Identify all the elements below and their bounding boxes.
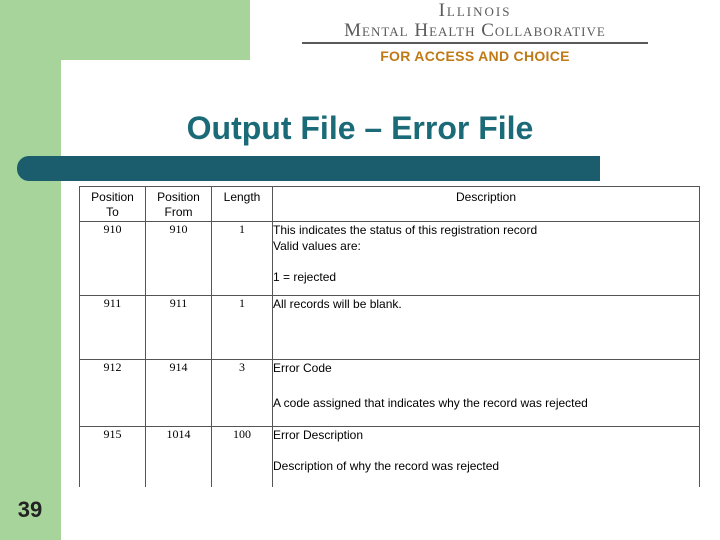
cell-position-to: 910 [80, 222, 146, 296]
description-line: Error Description [273, 428, 364, 442]
header-description [273, 187, 700, 222]
cell-description [273, 296, 700, 360]
logo-tagline: FOR ACCESS AND CHOICE [380, 48, 570, 64]
cell-position-from: 911 [146, 296, 212, 360]
header-position-from-line2: From [164, 205, 193, 219]
description-line: Error Code [273, 361, 332, 375]
header-position-to-line1: Position [91, 190, 134, 204]
header-length-label: Length [223, 190, 261, 204]
logo-org-name: Mental Health Collaborative [344, 20, 606, 41]
header-position-from [146, 187, 212, 222]
collaborative-logo [300, 0, 650, 62]
cell-length: 3 [212, 360, 273, 427]
table-row [80, 360, 700, 427]
cell-position-from: 910 [146, 222, 212, 296]
error-file-layout-table [79, 186, 700, 487]
header-position-to [80, 187, 146, 222]
cell-length: 1 [212, 222, 273, 296]
title-underline-bar [17, 156, 600, 181]
description-line: Description of why the record was rejected [273, 459, 500, 473]
cell-position-to: 912 [80, 360, 146, 427]
cell-position-to: 911 [80, 296, 146, 360]
table-row [80, 296, 700, 360]
cell-description [273, 360, 700, 427]
cell-position-from: 1014 [146, 427, 212, 488]
cell-description [273, 222, 700, 296]
description-line: All records will be blank. [273, 297, 402, 311]
header-position-to-line2: To [106, 205, 119, 219]
cell-description [273, 427, 700, 488]
cell-position-from: 914 [146, 360, 212, 427]
description-line: This indicates the status of this registration record [273, 223, 538, 237]
table-row [80, 222, 700, 296]
description-line: A code assigned that indicates why the record was rejected [273, 396, 588, 410]
green-sidebar-accent [0, 0, 61, 540]
cell-length: 1 [212, 296, 273, 360]
cell-length: 100 [212, 427, 273, 488]
header-length [212, 187, 273, 222]
description-line: 1 = rejected [273, 270, 337, 284]
logo-state-name: Illinois [438, 0, 512, 21]
description-line: Valid values are: [273, 239, 361, 253]
header-description-label: Description [455, 190, 517, 204]
logo-divider [302, 42, 648, 44]
table-row [80, 427, 700, 488]
table-header-row [80, 187, 700, 222]
header-position-from-line1: Position [157, 190, 200, 204]
slide-title: Output File – Error File [186, 110, 534, 146]
slide-page-number: 39 [17, 497, 43, 522]
cell-position-to: 915 [80, 427, 146, 488]
